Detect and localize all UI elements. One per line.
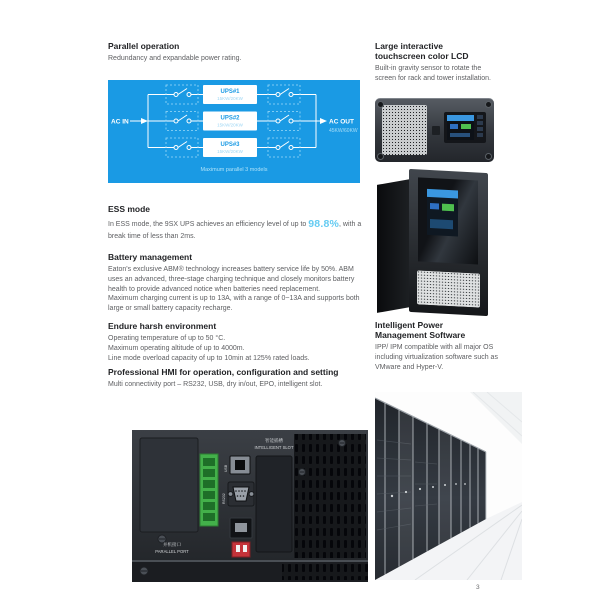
ups2-rating: 15KW/20KW xyxy=(217,122,243,128)
tower-ups-photo xyxy=(377,170,491,316)
tower-ups-side-panel xyxy=(377,179,410,313)
intelligent-slot-label-cn: 智能插槽 xyxy=(265,438,283,443)
rack-ups-power-button xyxy=(432,126,440,135)
harsh-line-1: Operating temperature of up to 50 °C. xyxy=(108,335,226,343)
harsh-line-3: Line mode overload capacity of up to 10min at 125% rated loads. xyxy=(108,354,310,362)
software-title-line2: Management Software xyxy=(375,330,466,341)
rack-ups-lcd-screen xyxy=(444,112,486,143)
ups1-name: UPS#1 xyxy=(220,89,240,95)
rack-screw-tl xyxy=(377,101,384,108)
section-touchscreen-lcd xyxy=(375,41,501,84)
rack-lcd-statusbar xyxy=(447,115,474,121)
section-harsh-environment xyxy=(108,321,366,363)
parallel-diagram-svg xyxy=(108,80,360,183)
rack-ups-grille xyxy=(382,105,427,155)
ac-in-label: AC IN xyxy=(111,118,129,126)
rack-lcd-bar xyxy=(450,133,470,137)
parallel-port-label-cn: 并机接口 xyxy=(163,542,181,547)
lcd-title-line2: touchscreen color LCD xyxy=(375,51,469,62)
tower-lcd-display xyxy=(427,189,458,237)
tower-lcd-input-tile xyxy=(430,203,439,209)
diagram-row-ups2 xyxy=(148,112,316,131)
bottom-vent xyxy=(282,564,368,580)
page-number: 3 xyxy=(476,584,480,591)
ac-out-arrowhead xyxy=(320,118,327,124)
professional-hmi-body: Multi connectivity port – RS232, USB, dry in/out, EPO, intelligent slot. xyxy=(108,381,323,389)
diagram-row-ups1 xyxy=(148,85,316,104)
ess-text-before: In ESS mode, the 9SX UPS achieves an efficiency level of up to xyxy=(108,221,309,229)
harsh-environment-title: Endure harsh environment xyxy=(108,321,217,331)
rs232-port-label: RS232 xyxy=(222,493,226,504)
intelligent-slot-label: INTELLIGENT SLOT xyxy=(254,445,294,450)
dip-switch xyxy=(232,542,250,557)
server-room-photo xyxy=(375,392,522,580)
software-title-line1: Intelligent Power xyxy=(375,320,444,330)
server-room-svg xyxy=(375,392,522,580)
ess-text-after: , with a break time of less than 2ms. xyxy=(108,221,362,240)
tower-ups-glass-door xyxy=(418,177,478,264)
usb-port-label: USB xyxy=(224,464,228,472)
rack-ups-photo xyxy=(375,98,494,162)
professional-hmi-title: Professional HMI for operation, configuration and setting xyxy=(108,367,339,377)
battery-management-title: Battery management xyxy=(108,252,193,262)
intelligent-slot-bay xyxy=(256,456,292,552)
battery-management-para2: Maximum charging current is up to 13A, with a range of 0~13A and supports both large or small battery capacity recharge. xyxy=(108,295,360,312)
ac-out-rating: 45KW/60KW xyxy=(329,128,358,134)
tower-lcd-statusbar xyxy=(427,189,458,199)
parallel-operation-title: Parallel operation xyxy=(108,41,180,51)
lcd-title-line1: Large interactive xyxy=(375,41,444,51)
tower-lcd-bar xyxy=(430,219,453,229)
ups3-name: UPS#3 xyxy=(220,142,240,148)
rack-lcd-input-tile xyxy=(450,124,458,129)
tower-ups-grille xyxy=(417,270,480,307)
software-body: IPP/ IPM compatible with all major OS including virtualization software such as VMware and Hyper-V. xyxy=(375,344,498,371)
section-power-management-software xyxy=(375,320,503,372)
ess-efficiency-value: 98.8% xyxy=(308,218,340,231)
rj45-port xyxy=(230,518,252,538)
ac-out-label: AC OUT xyxy=(329,118,354,126)
rack-reflection-2 xyxy=(439,429,451,545)
tower-ups-front-panel xyxy=(409,169,488,316)
left-cover-plate xyxy=(140,438,198,532)
rear-panel-photo xyxy=(132,430,368,582)
rack-screw-tr xyxy=(485,101,492,108)
section-professional-hmi xyxy=(108,367,372,390)
touchscreen-lcd-body: Built-in gravity sensor to rotate the screen for rack and tower installation. xyxy=(375,65,491,83)
section-ess-mode xyxy=(108,204,364,241)
vent-grille xyxy=(294,434,366,558)
ess-mode-title: ESS mode xyxy=(108,204,151,214)
touchscreen-lcd-title xyxy=(375,41,501,61)
diagram-row-ups3 xyxy=(148,138,316,157)
rack-screw-br xyxy=(485,153,492,160)
ups1-rating: 15KW/20KW xyxy=(217,96,243,101)
terminal-block xyxy=(200,454,218,526)
ess-mode-body xyxy=(108,217,364,241)
ups2-name: UPS#2 xyxy=(220,115,240,122)
tower-lcd-battery-tile xyxy=(442,204,454,212)
rack-screw-bl xyxy=(377,153,384,160)
rack-lcd-keys xyxy=(477,115,483,140)
rear-panel-svg xyxy=(132,430,368,582)
rack-reflection-1 xyxy=(399,410,413,567)
parallel-port-label: PARALLEL PORT xyxy=(155,549,189,554)
harsh-line-2: Maximum operating altitude of up to 4000m. xyxy=(108,344,245,352)
rack-lcd-battery-tile xyxy=(461,124,471,129)
parallel-operation-body: Redundancy and expandable power rating. xyxy=(108,55,242,63)
software-title xyxy=(375,320,503,340)
section-battery-management xyxy=(108,252,366,313)
battery-management-para1: Eaton's exclusive ABM® technology increases battery service life by 50%. ABM uses an advanced, three-stage charging technique and closely monitors battery health to provide advanced notice when batteries need replacement. xyxy=(108,266,355,293)
panel-bottom-edge xyxy=(132,560,368,562)
section-parallel-operation xyxy=(108,41,364,64)
ups3-rating: 15KW/20KW xyxy=(217,149,243,154)
ac-in-arrowhead xyxy=(141,118,148,124)
rack-lcd-display xyxy=(447,115,474,140)
parallel-diagram xyxy=(108,80,360,183)
diagram-caption: Maximum parallel 3 models xyxy=(200,167,268,173)
